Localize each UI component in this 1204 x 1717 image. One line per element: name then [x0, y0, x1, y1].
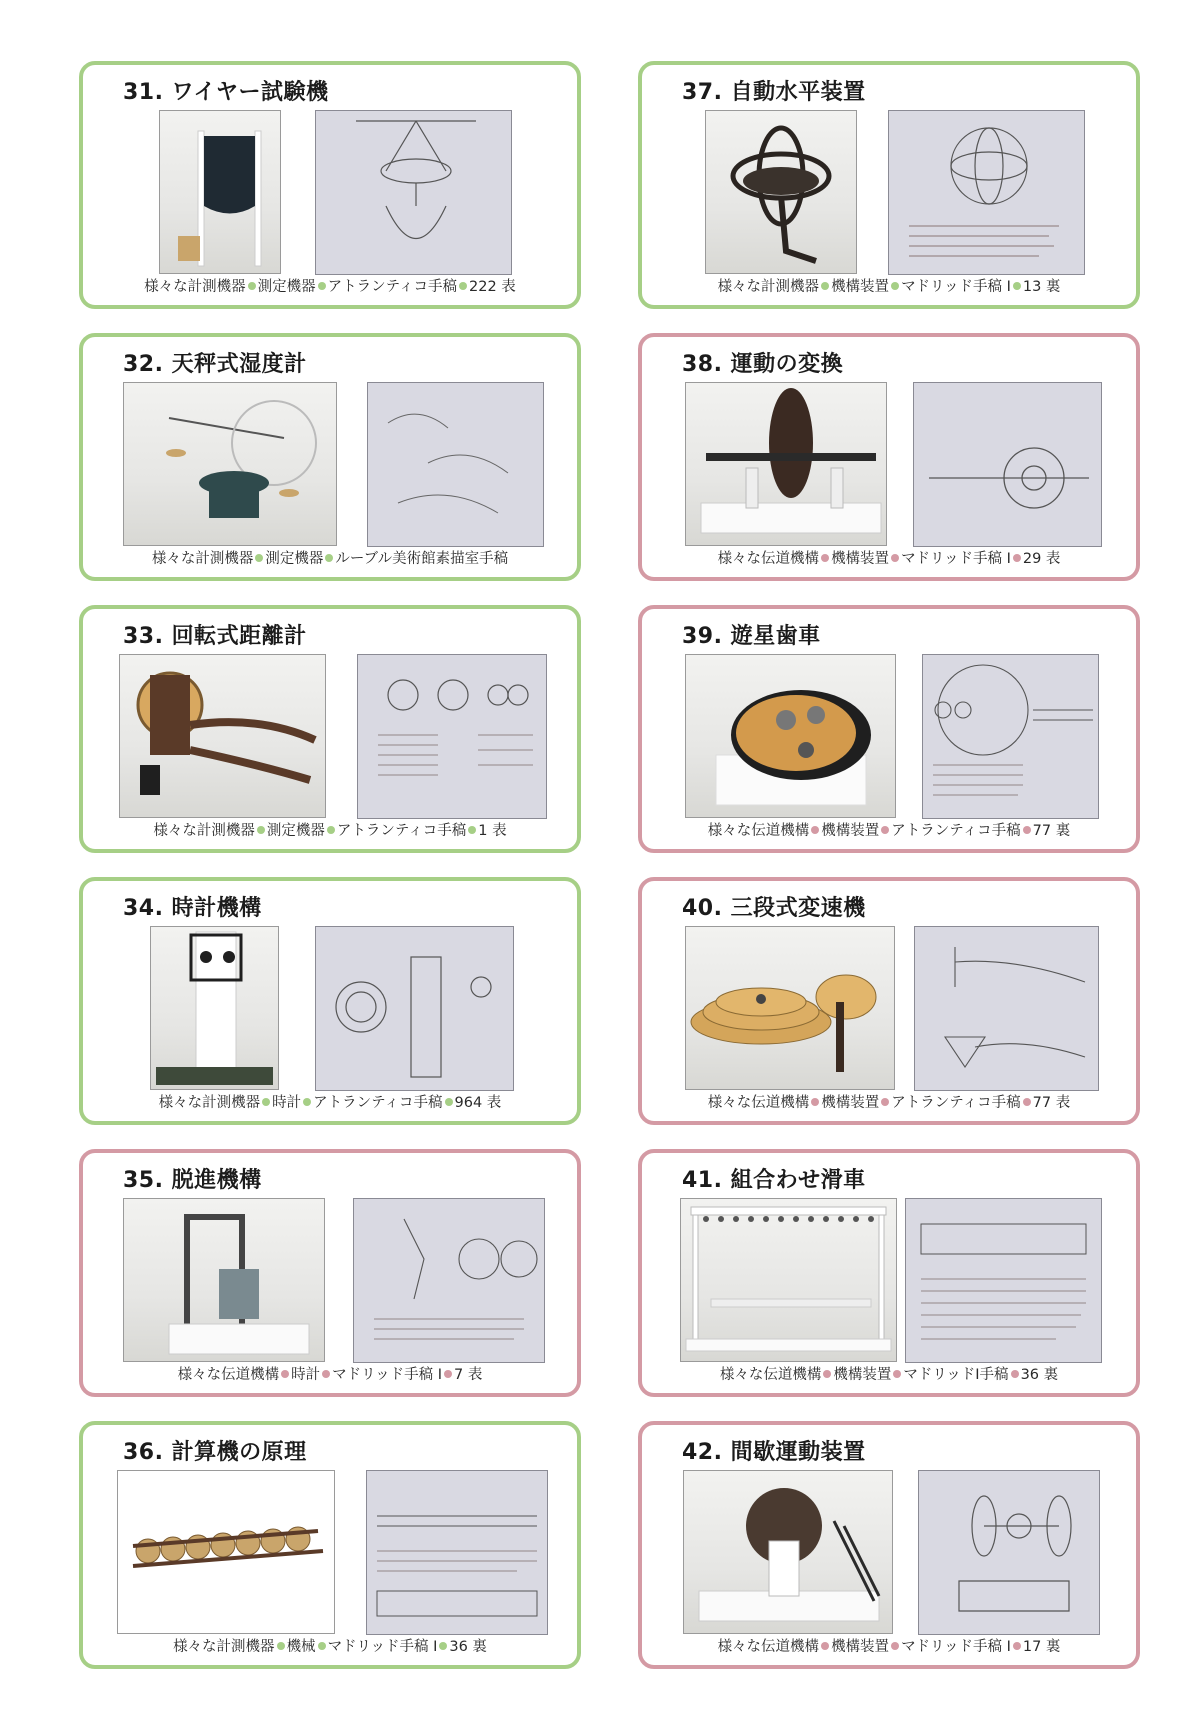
separator-dot: [1023, 826, 1031, 834]
separator-dot: [821, 282, 829, 290]
card-caption: 様々な計測機器 測定機器 アトランティコ手稿 1 表: [153, 823, 507, 839]
card-34-clock-mechanism: [79, 877, 581, 1125]
separator-dot: [468, 826, 476, 834]
separator-dot: [318, 282, 326, 290]
card-40-three-speed-transmission: [638, 877, 1140, 1125]
model-photo: [123, 382, 337, 546]
card-title: 36. 計算機の原理: [123, 1440, 307, 1465]
card-38-motion-conversion: [638, 333, 1140, 581]
model-photo: [680, 1198, 897, 1362]
separator-dot: [821, 1642, 829, 1650]
card-title: 42. 間歇運動装置: [682, 1440, 866, 1465]
card-title: 32. 天秤式湿度計: [123, 352, 307, 377]
card-33-rotary-odometer: [79, 605, 581, 853]
manuscript-sketch: [357, 654, 547, 819]
separator-dot: [439, 1642, 447, 1650]
card-42-intermittent-motion: [638, 1421, 1140, 1669]
card-title: 41. 組合わせ滑車: [682, 1168, 866, 1193]
manuscript-sketch: [315, 926, 514, 1091]
separator-dot: [893, 1370, 901, 1378]
manuscript-sketch: [315, 110, 512, 275]
card-caption: 様々な計測機器 機械 マドリッド手稿 I 36 裏: [173, 1639, 487, 1655]
separator-dot: [1023, 1098, 1031, 1106]
card-title: 34. 時計機構: [123, 896, 262, 921]
separator-dot: [823, 1370, 831, 1378]
manuscript-sketch: [353, 1198, 545, 1363]
separator-dot: [811, 826, 819, 834]
model-photo: [150, 926, 279, 1090]
manuscript-sketch: [367, 382, 544, 547]
separator-dot: [1013, 282, 1021, 290]
separator-dot: [255, 554, 263, 562]
card-31-wire-tester: [79, 61, 581, 309]
separator-dot: [318, 1642, 326, 1650]
separator-dot: [277, 1642, 285, 1650]
card-title: 37. 自動水平装置: [682, 80, 866, 105]
card-caption: 様々な計測機器 時計 アトランティコ手稿 964 表: [158, 1095, 502, 1111]
separator-dot: [891, 554, 899, 562]
card-title: 40. 三段式変速機: [682, 896, 866, 921]
card-39-planetary-gear: [638, 605, 1140, 853]
card-caption: 様々な伝道機構 機構装置 マドリッド手稿 I 17 裏: [717, 1639, 1061, 1655]
manuscript-sketch: [888, 110, 1085, 275]
card-37-auto-leveler: [638, 61, 1140, 309]
separator-dot: [281, 1370, 289, 1378]
manuscript-sketch: [918, 1470, 1100, 1635]
card-32-balance-hygrometer: [79, 333, 581, 581]
separator-dot: [1011, 1370, 1019, 1378]
separator-dot: [262, 1098, 270, 1106]
separator-dot: [881, 1098, 889, 1106]
model-photo: [685, 654, 896, 818]
separator-dot: [248, 282, 256, 290]
card-36-calculator-principle: [79, 1421, 581, 1669]
manuscript-sketch: [366, 1470, 548, 1635]
card-caption: 様々な計測機器 機構装置 マドリッド手稿 I 13 裏: [717, 279, 1061, 295]
card-35-escapement: [79, 1149, 581, 1397]
card-caption: 様々な伝道機構 機構装置 マドリッド手稿 I 29 表: [717, 551, 1061, 567]
model-photo: [683, 1470, 893, 1634]
separator-dot: [891, 1642, 899, 1650]
model-photo: [119, 654, 326, 818]
card-41-compound-pulley: [638, 1149, 1140, 1397]
card-caption: 様々な伝道機構 機構装置 マドリッドⅠ手稿 36 裏: [719, 1367, 1059, 1383]
card-title: 33. 回転式距離計: [123, 624, 307, 649]
model-photo: [159, 110, 281, 274]
card-title: 38. 運動の変換: [682, 352, 844, 377]
separator-dot: [325, 554, 333, 562]
separator-dot: [821, 554, 829, 562]
separator-dot: [445, 1098, 453, 1106]
model-photo: [705, 110, 857, 274]
separator-dot: [459, 282, 467, 290]
card-caption: 様々な計測機器 測定機器 ルーブル美術館素描室手稿: [151, 551, 509, 567]
card-title: 35. 脱進機構: [123, 1168, 262, 1193]
separator-dot: [881, 826, 889, 834]
card-title: 31. ワイヤー試験機: [123, 80, 329, 105]
separator-dot: [327, 826, 335, 834]
separator-dot: [444, 1370, 452, 1378]
card-caption: 様々な伝道機構 機構装置 アトランティコ手稿 77 表: [707, 1095, 1071, 1111]
manuscript-sketch: [913, 382, 1102, 547]
card-title: 39. 遊星歯車: [682, 624, 821, 649]
card-caption: 様々な伝道機構 機構装置 アトランティコ手稿 77 裏: [707, 823, 1071, 839]
manuscript-sketch: [914, 926, 1099, 1091]
model-photo: [685, 926, 895, 1090]
model-photo: [685, 382, 887, 546]
separator-dot: [322, 1370, 330, 1378]
manuscript-sketch: [922, 654, 1099, 819]
separator-dot: [1013, 554, 1021, 562]
separator-dot: [257, 826, 265, 834]
separator-dot: [891, 282, 899, 290]
separator-dot: [811, 1098, 819, 1106]
card-caption: 様々な伝道機構 時計 マドリッド手稿 I 7 表: [177, 1367, 483, 1383]
separator-dot: [1013, 1642, 1021, 1650]
separator-dot: [303, 1098, 311, 1106]
model-photo: [123, 1198, 325, 1362]
manuscript-sketch: [905, 1198, 1102, 1363]
card-caption: 様々な計測機器 測定機器 アトランティコ手稿 222 表: [144, 279, 516, 295]
model-photo: [117, 1470, 335, 1634]
